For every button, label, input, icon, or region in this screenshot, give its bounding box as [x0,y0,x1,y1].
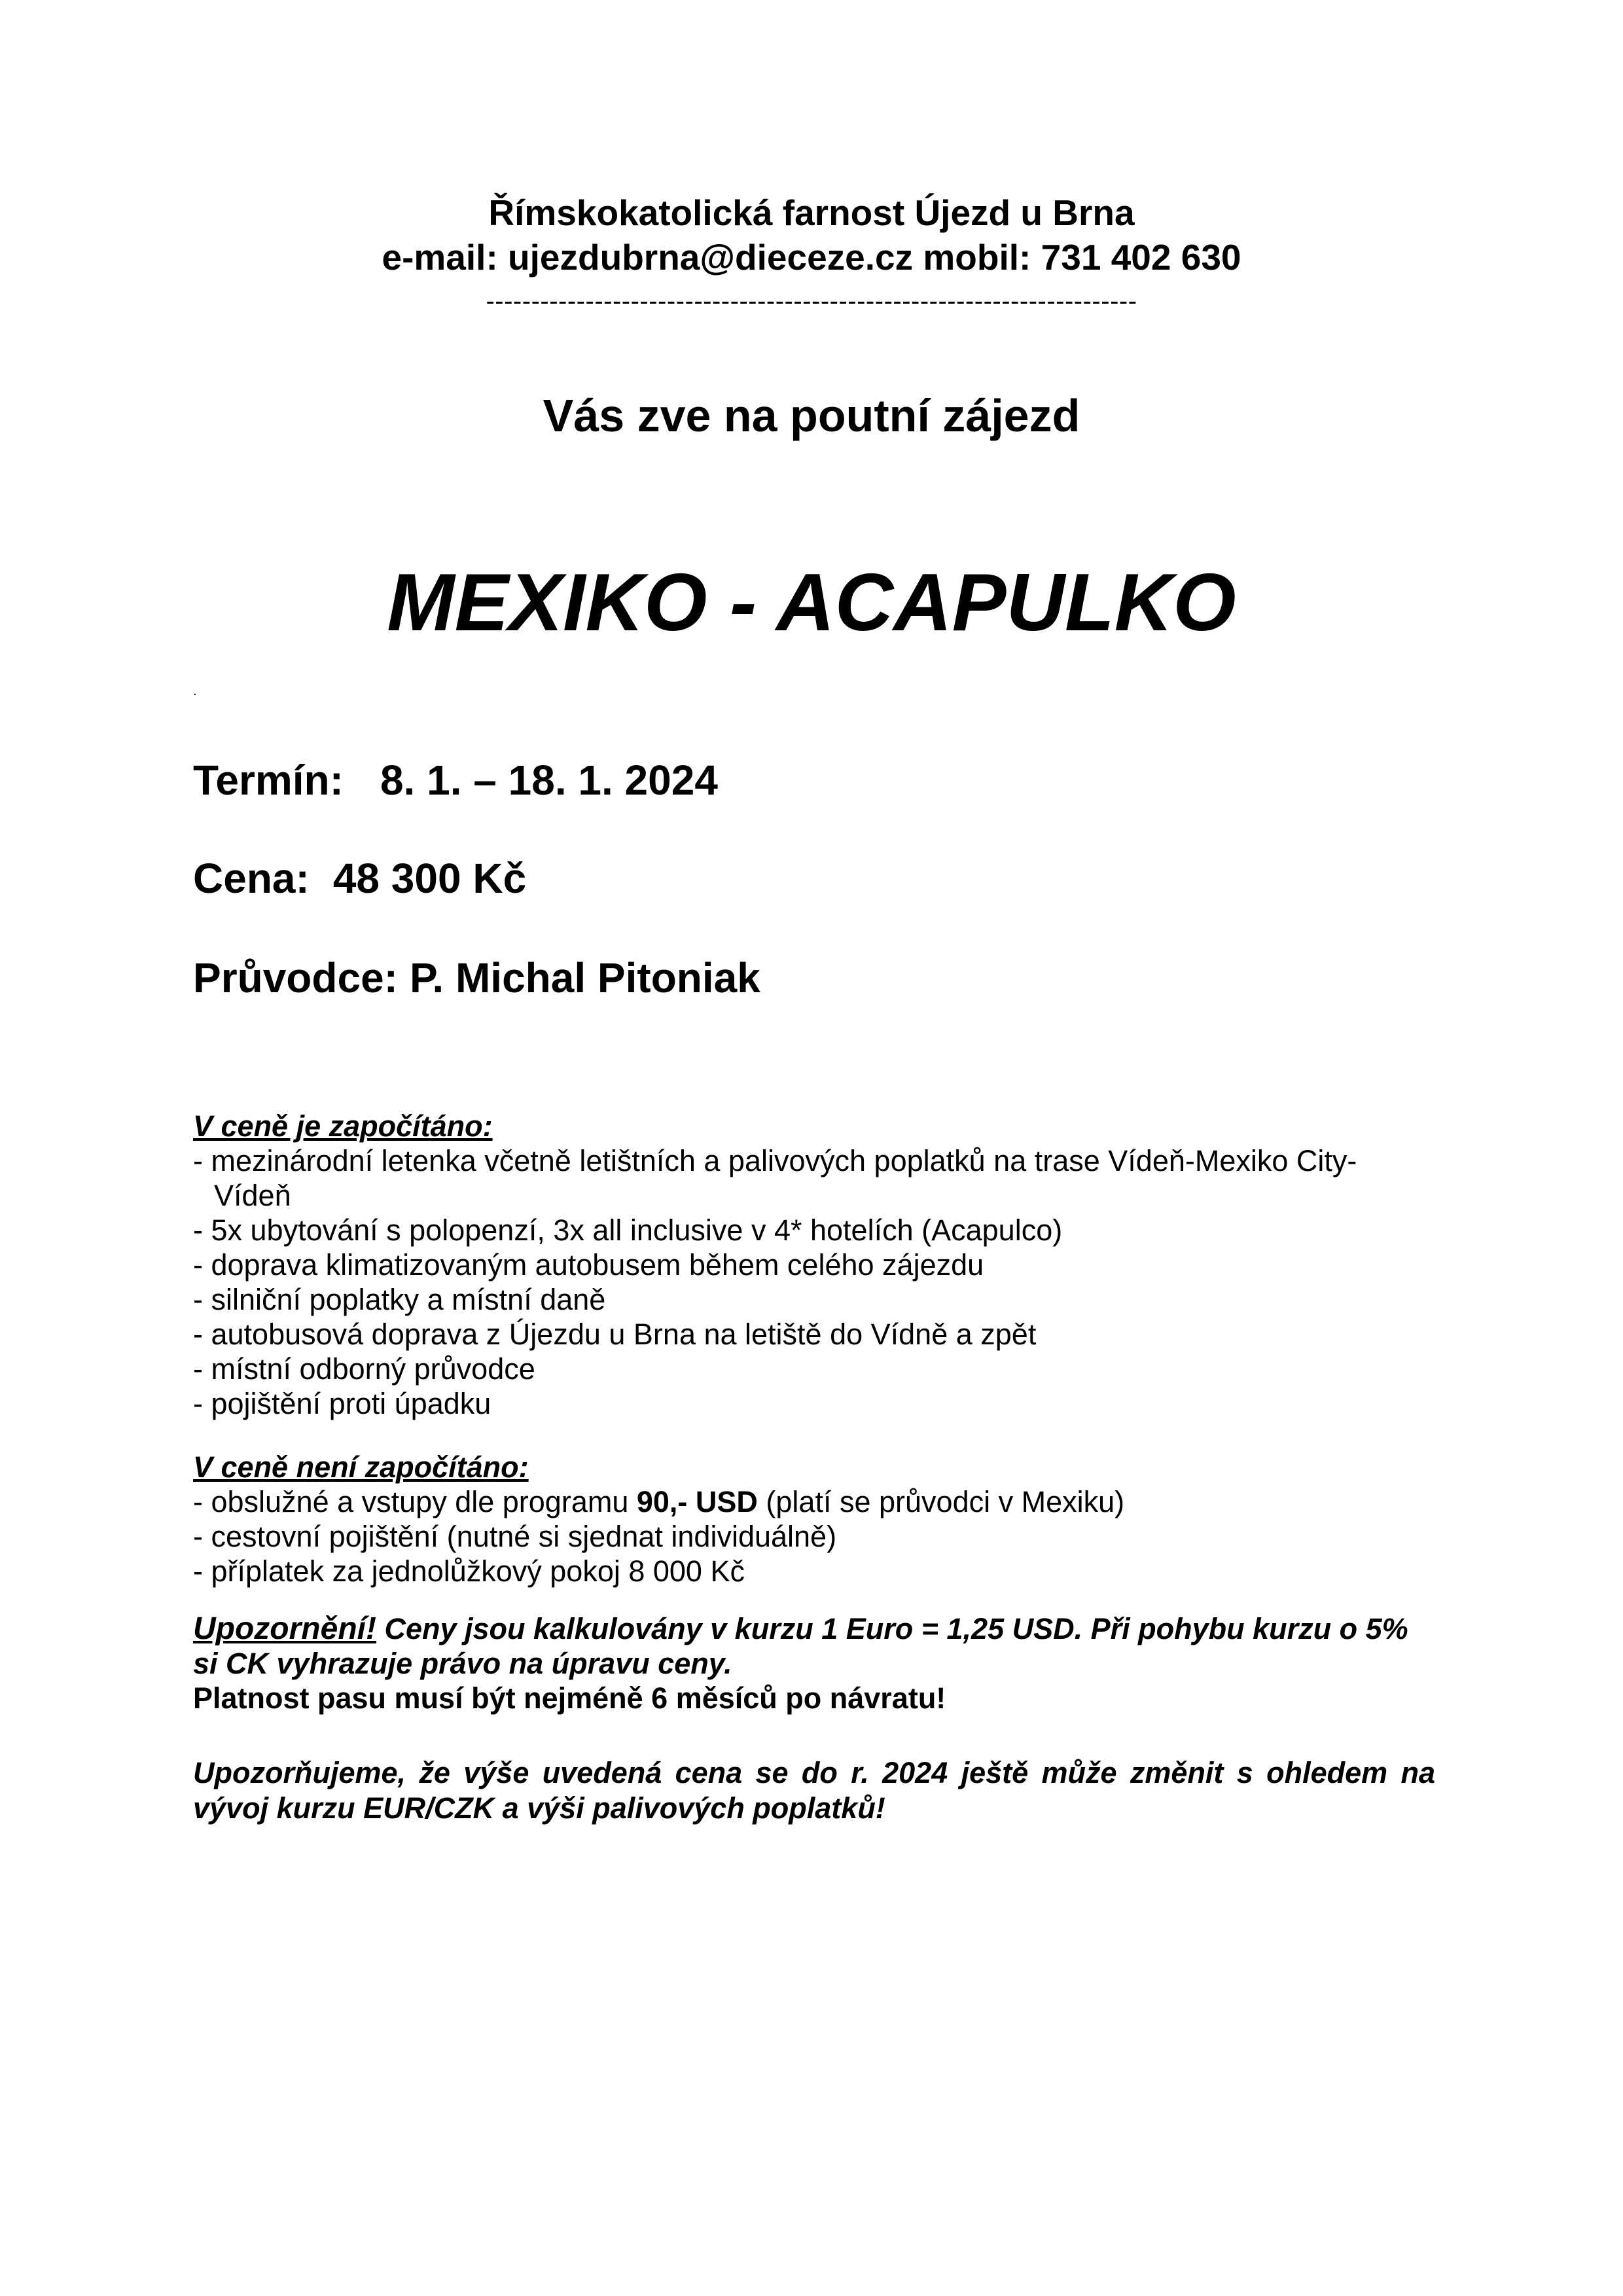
included-item: - pojištění proti úpadku [193,1387,491,1420]
included-item-continuation: Vídeň [214,1179,291,1212]
invitation-line: Vás zve na poutní zájezd [543,390,1080,441]
price-change-note: Upozorňujeme, že výše uvedená cena se do r. 2024 ještě může změnit s ohledem na vývoj kurzu EUR/CZK a výši palivových poplatků! [193,1756,1435,1825]
trip-guide [193,954,760,1002]
header-divider: ------------------------------------------------------------------------ [486,287,1137,315]
term-label: Termín: [193,757,344,804]
price-value: 48 300 Kč [332,855,527,902]
included-title: V ceně je započítáno: [193,1109,493,1143]
notice-title: Upozornění! [193,1611,376,1646]
excluded-item: - příplatek za jednolůžkový pokoj 8 000 Kč [193,1554,745,1588]
guide-label: Průvodce: [193,954,398,1001]
included-item: - místní odborný průvodce [193,1352,535,1386]
excluded-item: - obslužné a vstupy dle programu 90,- USD (platí se průvodci v Mexiku) [193,1485,1125,1518]
included-item: - doprava klimatizovaným autobusem během celého zájezdu [193,1248,984,1282]
included-item: - silniční poplatky a místní daně [193,1283,606,1316]
contact-line: e-mail: ujezdubrna@dieceze.cz mobil: 731 402 630 [382,237,1241,278]
included-section [193,1109,1357,1421]
notice-block [193,1611,1408,1715]
price-label: Cena: [193,855,310,902]
passport-note: Platnost pasu musí být nejméně 6 měsíců po návratu! [193,1681,946,1715]
service-fee: 90,- USD [636,1485,758,1518]
term-value: 8. 1. – 18. 1. 2024 [380,757,718,804]
included-item: - 5x ubytování s polopenzí, 3x all inclusive v 4* hotelích (Acapulco) [193,1213,1063,1247]
excluded-section [193,1450,1124,1588]
notice-line: si CK vyhrazuje právo na úpravu ceny. [193,1647,732,1680]
excluded-item: - cestovní pojištění (nutné si sjednat individuálně) [193,1520,837,1553]
trip-title: MEXIKO - ACAPULKO [387,558,1236,648]
parish-name: Římskokatolická farnost Újezd u Brna [488,192,1135,233]
notice-line: Ceny jsou kalkulovány v kurzu 1 Euro = 1,25 USD. Při pohybu kurzu o 5% [376,1612,1408,1645]
trip-price [193,854,526,903]
guide-value: P. Michal Pitoniak [409,954,760,1001]
stray-dot: . [193,684,197,698]
included-item: - autobusová doprava z Újezdu u Brna na letiště do Vídně a zpět [193,1318,1037,1351]
excluded-title: V ceně není započítáno: [193,1450,529,1484]
included-item: - mezinárodní letenka včetně letištních a palivových poplatků na trase Vídeň-Mexiko City- [193,1144,1357,1177]
trip-term [193,756,718,804]
